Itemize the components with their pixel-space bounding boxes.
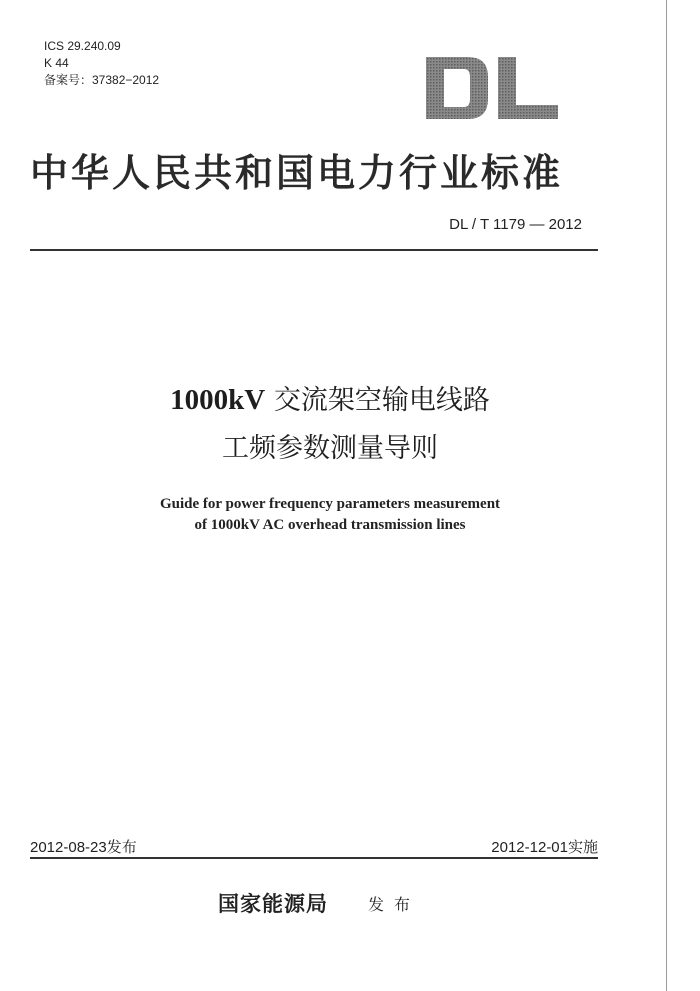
english-title — [110, 494, 550, 536]
issuing-authority: 国家能源局 — [218, 891, 328, 916]
dl-logo — [424, 55, 560, 121]
top-divider — [30, 249, 598, 251]
standard-type-title: 中华人民共和国电力行业标准 — [30, 150, 564, 195]
chinese-title-line-2: 工频参数测量导则 — [222, 433, 438, 464]
record-number: 备案号：37382−2012 — [44, 73, 160, 87]
bottom-divider — [30, 857, 598, 859]
voltage-level: 1000kV — [170, 384, 266, 416]
category-code: K 44 — [44, 56, 69, 70]
english-title-line-1: Guide for power frequency parameters measurement — [159, 496, 501, 512]
title-line-1-text: 交流架空输电线路 — [265, 385, 490, 416]
english-title-line-2: of 1000kV AC overhead transmission lines — [194, 517, 466, 533]
publish-date: 2012-08-23发布 — [30, 839, 137, 856]
page-edge-line — [666, 0, 667, 991]
classification-info — [44, 38, 159, 89]
standard-number: DL / T 1179 — 2012 — [449, 216, 582, 233]
ics-code: ICS 29.240.09 — [44, 39, 121, 53]
chinese-title-line-1 — [100, 378, 560, 417]
issue-label: 发布 — [368, 895, 421, 914]
implement-date: 2012-12-01实施 — [491, 839, 598, 856]
